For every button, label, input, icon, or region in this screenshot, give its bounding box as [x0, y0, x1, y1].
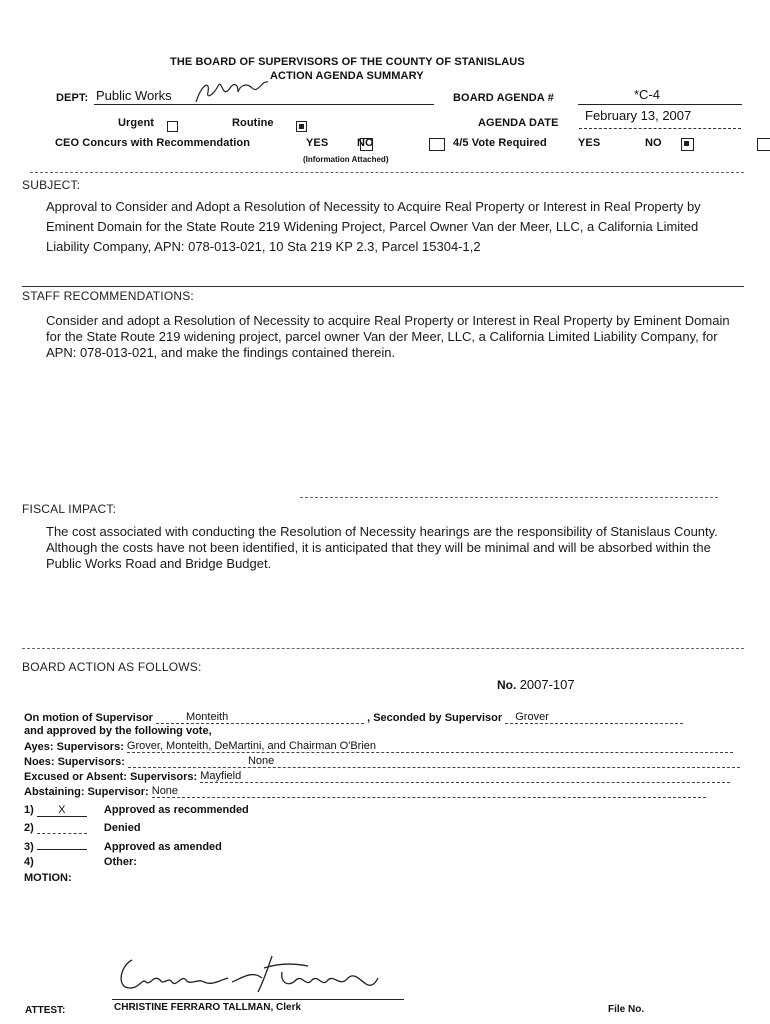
agenda-date-label: AGENDA DATE — [478, 117, 559, 129]
staff-label: STAFF RECOMMENDATIONS: — [22, 289, 194, 303]
noes-value: None — [247, 755, 275, 767]
seconded-field — [505, 711, 683, 724]
option-number: 4) — [24, 856, 34, 868]
abstaining-value: None — [151, 785, 179, 797]
urgent-checkbox[interactable] — [167, 121, 178, 132]
ayes-label: Ayes: Supervisors: — [24, 741, 124, 753]
option-label: Approved as amended — [103, 841, 222, 853]
staff-text: Consider and adopt a Resolution of Necessity to acquire Real Property or Interest in Real Property by Eminent Domain for the State Route 219 widening project, parcel owner Van der Meer, LLC, a California Limited Liability Company, for APN: 078-013-021, and make the findings contained therein. — [46, 313, 730, 360]
option-number: 2) — [24, 822, 34, 834]
noes-line — [24, 755, 740, 768]
motion-line — [24, 711, 683, 724]
vote-no-label: NO — [645, 137, 662, 149]
clerk-name: CHRISTINE FERRARO TALLMAN, Clerk — [114, 1002, 302, 1013]
agenda-date-field — [579, 108, 741, 129]
info-attached-note: (Information Attached) — [303, 155, 389, 164]
dept-initials-signature — [192, 76, 272, 106]
excused-label: Excused or Absent: Supervisors: — [24, 771, 198, 783]
approved-line: and approved by the following vote, — [24, 725, 212, 737]
option-row — [24, 804, 249, 817]
fiscal-label: FISCAL IMPACT: — [22, 502, 117, 516]
header-title: THE BOARD OF SUPERVISORS OF THE COUNTY OF STANISLAUS — [170, 56, 525, 68]
option-mark[interactable] — [37, 833, 87, 834]
ayes-value: Grover, Monteith, DeMartini, and Chairman O'Brien — [126, 740, 377, 752]
abstaining-label: Abstaining: Supervisor: — [24, 786, 149, 798]
option-label: Other: — [103, 856, 137, 868]
excused-field — [200, 770, 730, 783]
resolution-number-value: 2007-107 — [519, 677, 575, 692]
ceo-yes-label: YES — [306, 137, 329, 149]
abstaining-field — [152, 785, 706, 798]
routine-label: Routine — [232, 117, 274, 129]
urgent-label: Urgent — [118, 117, 155, 129]
resolution-number — [497, 677, 575, 692]
clerk-signature — [112, 948, 382, 1000]
file-number-label: File No. — [608, 1004, 645, 1015]
vote-yes-label: YES — [578, 137, 601, 149]
option-mark[interactable] — [37, 849, 87, 850]
dept-field — [94, 88, 434, 105]
ceo-concurs-label: CEO Concurs with Recommendation — [55, 137, 251, 149]
subject-label: SUBJECT: — [22, 178, 81, 192]
divider-board-action — [22, 648, 744, 649]
option-label: Approved as recommended — [103, 804, 249, 816]
noes-field — [128, 755, 740, 768]
motion-footer: MOTION: — [24, 872, 72, 884]
ayes-line — [24, 740, 733, 753]
ceo-no-checkbox[interactable] — [429, 138, 445, 151]
option-row — [24, 822, 141, 834]
resolution-number-label: No. — [497, 678, 517, 692]
excused-line — [24, 770, 730, 783]
header-subtitle: ACTION AGENDA SUMMARY — [270, 70, 424, 82]
abstaining-line — [24, 785, 706, 798]
motion-value: Monteith — [186, 711, 229, 723]
ceo-no-label: NO — [357, 137, 374, 149]
vote-required-label: 4/5 Vote Required — [453, 137, 547, 149]
routine-checkbox[interactable] — [296, 121, 307, 132]
agenda-date-value: February 13, 2007 — [585, 108, 692, 123]
fiscal-text: The cost associated with conducting the Resolution of Necessity hearings are the responsibility of Stanislaus County. Although the costs have not been identified, it is anticipated that they will be minimal and will be absorbed within the Public Works Road and Bridge Budget. — [46, 524, 718, 571]
option-row — [24, 856, 137, 868]
divider-staff — [22, 286, 744, 287]
board-agenda-field — [578, 88, 742, 105]
board-action-label: BOARD ACTION AS FOLLOWS: — [22, 660, 202, 674]
motion-field — [156, 711, 364, 724]
divider-fiscal — [300, 497, 718, 498]
ayes-field — [127, 740, 733, 753]
seconded-value: Grover — [515, 711, 549, 723]
option-label: Denied — [103, 822, 141, 834]
vote-yes-checkbox[interactable] — [681, 138, 694, 151]
dept-label: DEPT: — [56, 92, 89, 104]
attest-label: ATTEST: — [25, 1005, 66, 1016]
board-agenda-value: *C-4 — [634, 87, 661, 102]
motion-label: On motion of Supervisor — [24, 712, 153, 724]
noes-label: Noes: Supervisors: — [24, 756, 125, 768]
vote-no-checkbox[interactable] — [757, 138, 770, 151]
excused-value: Mayfield — [200, 770, 242, 782]
option-mark-value: X — [58, 804, 66, 816]
option-row — [24, 841, 222, 853]
dept-value: Public Works — [96, 88, 172, 103]
option-number: 1) — [24, 804, 34, 816]
subject-text: Approval to Consider and Adopt a Resolution of Necessity to Acquire Real Property or Interest in Real Property by Eminent Domain for the State Route 219 Widening Project, Parcel Owner Van der Meer, LLC, a California Limited Liability Company, APN: 078-013-021, 10 Sta 219 KP 2.3, Parcel 15304-1,2 — [46, 199, 701, 254]
signature-line — [112, 999, 404, 1000]
option-mark[interactable] — [37, 804, 87, 817]
seconded-label: , Seconded by Supervisor — [367, 712, 503, 724]
option-number: 3) — [24, 841, 34, 853]
board-agenda-label: BOARD AGENDA # — [453, 92, 554, 104]
divider-subject — [30, 172, 744, 173]
